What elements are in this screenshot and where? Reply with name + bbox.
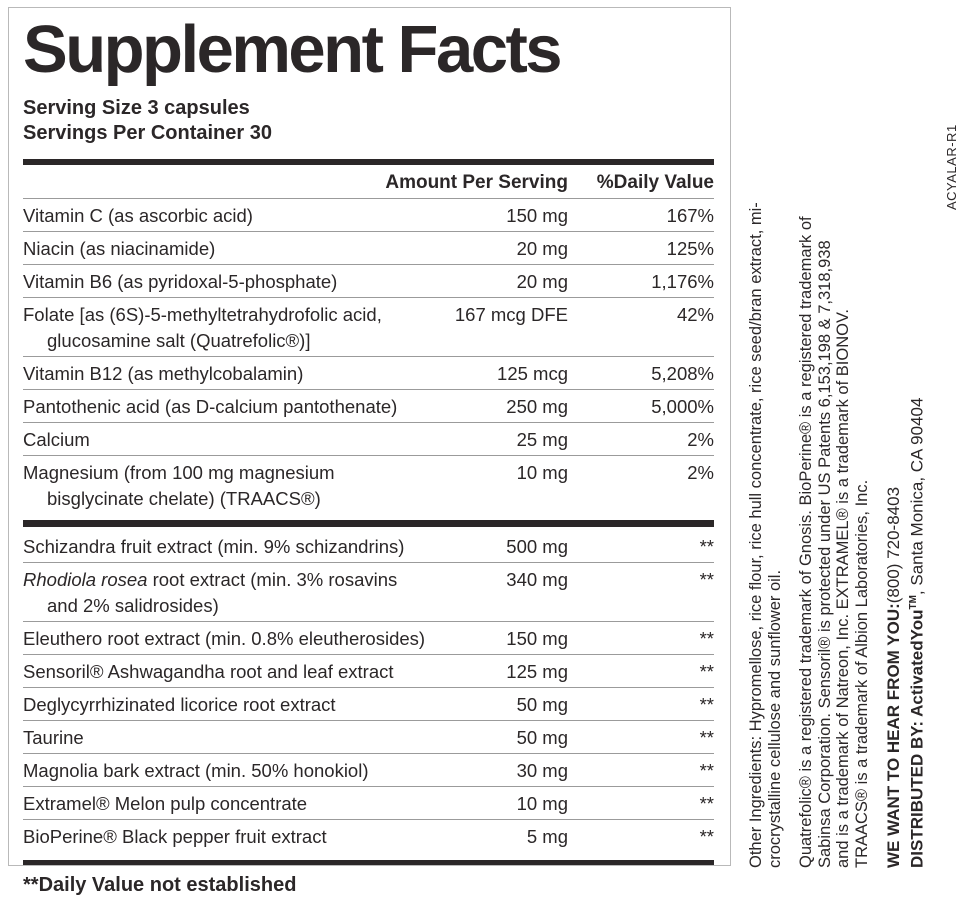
table-row-vitamin-c <box>23 199 714 231</box>
nutrient-name-line2: and 2% salidrosides) <box>47 595 219 617</box>
nutrient-name: Vitamin C (as ascorbic acid) <box>23 205 253 227</box>
daily-value-column-header: %Daily Value <box>596 172 714 194</box>
nutrient-name-line2: glucosamine salt (Quatrefolic®)] <box>47 330 311 352</box>
nutrient-amount: 30 mg <box>516 760 568 782</box>
nutrient-amount: 5 mg <box>526 826 568 848</box>
contact-phone: (800) 720-8403 <box>884 486 903 604</box>
nutrient-daily-value: ** <box>699 826 714 848</box>
nutrient-daily-value: 167% <box>666 205 714 227</box>
nutrient-daily-value: 125% <box>666 238 714 260</box>
table-row-vitamin-b12 <box>23 357 714 389</box>
nutrient-amount: 10 mg <box>516 462 568 484</box>
nutrient-daily-value: 5,208% <box>651 363 714 385</box>
contact-phone-line <box>884 46 904 868</box>
nutrient-daily-value: ** <box>699 661 714 683</box>
nutrient-amount: 250 mg <box>506 396 568 418</box>
nutrient-name: Folate [as (6S)-5-methyltetrahydrofolic acid, <box>23 304 382 326</box>
nutrient-name: Magnesium (from 100 mg magnesium <box>23 462 335 484</box>
table-row-extramel <box>23 787 714 819</box>
trademark-line3: and is a trademark of Natreon, Inc. EXTRAMEL® is a trademark of BIONOV. <box>834 308 852 868</box>
nutrient-daily-value: ** <box>699 727 714 749</box>
nutrient-daily-value: ** <box>699 536 714 558</box>
other-ingredients-line2: crocrystalline cellulose and sunflower oil. <box>765 569 784 868</box>
nutrient-name: Taurine <box>23 727 84 749</box>
nutrient-name: Magnolia bark extract (min. 50% honokiol) <box>23 760 369 782</box>
nutrient-daily-value: ** <box>699 694 714 716</box>
nutrient-daily-value: 2% <box>687 462 714 484</box>
thick-divider-top <box>23 159 714 165</box>
nutrient-daily-value: 2% <box>687 429 714 451</box>
nutrient-amount: 150 mg <box>506 205 568 227</box>
nutrient-name: BioPerine® Black pepper fruit extract <box>23 826 327 848</box>
nutrient-amount: 20 mg <box>516 271 568 293</box>
page-title: Supplement Facts <box>23 12 561 87</box>
table-row-folate <box>23 298 714 356</box>
other-ingredients-line1: Other Ingredients: Hypromellose, rice flour, rice hull concentrate, rice seed/bran extract, mi- <box>747 202 765 868</box>
side-rotated-text <box>747 46 941 868</box>
nutrient-name: Extramel® Melon pulp concentrate <box>23 793 308 815</box>
trademark-notices <box>797 46 871 868</box>
nutrient-amount: 125 mcg <box>497 363 568 385</box>
nutrient-name: Calcium <box>23 429 90 451</box>
trademark-symbol: TM <box>908 595 919 610</box>
distributed-by-line <box>904 46 928 868</box>
latin-name: Rhodiola rosea <box>23 569 148 591</box>
table-row-niacin <box>23 232 714 264</box>
thick-divider-middle <box>23 520 714 527</box>
table-row-schizandra <box>23 530 714 562</box>
nutrient-name: Vitamin B12 (as methylcobalamin) <box>23 363 304 385</box>
contact-label: WE WANT TO HEAR FROM YOU: <box>884 603 903 868</box>
amount-column-header: Amount Per Serving <box>385 172 568 194</box>
nutrient-amount: 125 mg <box>506 661 568 683</box>
table-row-ashwagandha <box>23 655 714 687</box>
nutrient-name: Vitamin B6 (as pyridoxal-5-phosphate) <box>23 271 338 293</box>
trademark-line1: Quatrefolic® is a registered trademark of Gnosis. BioPerine® is a registered trademark of <box>797 216 815 868</box>
nutrient-daily-value: ** <box>699 628 714 650</box>
label-code: ACYALAR-R1 <box>944 124 959 210</box>
trademark-line2: Sabinsa Corporation. Sensoril® is protected under US Patents 6,153,198 & 7,318,938 <box>815 240 834 868</box>
servings-per-container: Servings Per Container 30 <box>23 122 272 145</box>
table-row-licorice <box>23 688 714 720</box>
contact-block <box>884 46 928 868</box>
table-row-magnolia <box>23 754 714 786</box>
nutrient-daily-value: ** <box>699 760 714 782</box>
supplement-facts-panel <box>8 7 731 897</box>
nutrient-name: Pantothenic acid (as D-calcium pantothenate) <box>23 396 398 418</box>
table-row-vitamin-b6 <box>23 265 714 297</box>
daily-value-footnote: **Daily Value not established <box>23 874 297 897</box>
nutrient-name: Schizandra fruit extract (min. 9% schizandrins) <box>23 536 405 558</box>
nutrient-daily-value: ** <box>699 569 714 591</box>
trademark-line4: TRAACS® is a trademark of Albion Laboratories, Inc. <box>852 479 871 868</box>
nutrient-name: Deglycyrrhizinated licorice root extract <box>23 694 336 716</box>
column-header-row <box>23 167 714 198</box>
serving-size: Serving Size 3 capsules <box>23 97 250 120</box>
nutrient-name-line2: bisglycinate chelate) (TRAACS®) <box>47 488 321 510</box>
other-ingredients <box>747 46 784 868</box>
nutrient-name-rest: root extract (min. 3% rosavins <box>147 569 398 591</box>
nutrient-name: Eleuthero root extract (min. 0.8% eleutherosides) <box>23 628 426 650</box>
table-row-calcium <box>23 423 714 455</box>
nutrient-amount: 150 mg <box>506 628 568 650</box>
thick-divider-bottom <box>23 860 714 865</box>
nutrient-amount: 500 mg <box>506 536 568 558</box>
table-row-taurine <box>23 721 714 753</box>
nutrient-amount: 340 mg <box>506 569 568 591</box>
nutrient-amount: 25 mg <box>516 429 568 451</box>
nutrient-amount: 10 mg <box>516 793 568 815</box>
nutrient-amount: 50 mg <box>516 694 568 716</box>
nutrient-name: Sensoril® Ashwagandha root and leaf extract <box>23 661 394 683</box>
table-row-eleuthero <box>23 622 714 654</box>
nutrient-daily-value: 1,176% <box>651 271 714 293</box>
nutrient-daily-value: 5,000% <box>651 396 714 418</box>
nutrient-daily-value: ** <box>699 793 714 815</box>
distributed-label: DISTRIBUTED BY: ActivatedYou <box>907 609 927 868</box>
nutrient-amount: 20 mg <box>516 238 568 260</box>
distributed-address: , Santa Monica, CA 90404 <box>907 397 927 596</box>
table-row-pantothenic-acid <box>23 390 714 422</box>
table-row-rhodiola <box>23 563 714 621</box>
table-row-bioperine <box>23 820 714 852</box>
nutrient-name: Niacin (as niacinamide) <box>23 238 216 260</box>
nutrient-daily-value: 42% <box>676 304 714 326</box>
nutrient-amount: 50 mg <box>516 727 568 749</box>
nutrient-amount: 167 mcg DFE <box>454 304 568 326</box>
table-row-magnesium <box>23 456 714 514</box>
